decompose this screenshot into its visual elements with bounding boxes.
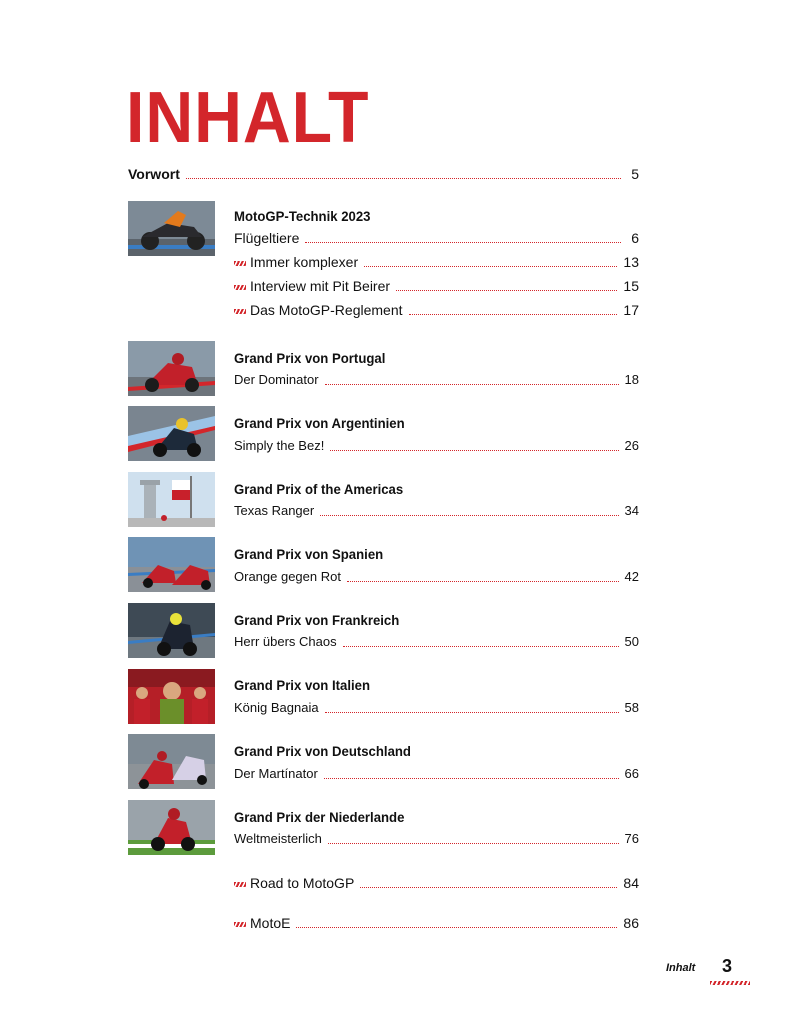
dot-leader — [347, 581, 619, 582]
dot-leader — [396, 290, 617, 291]
red-stripe-marker — [234, 882, 246, 887]
toc-label: Immer komplexer — [250, 254, 359, 270]
dot-leader — [325, 712, 619, 713]
footer-stripe-decoration — [710, 981, 750, 985]
dot-leader — [296, 927, 617, 928]
dot-leader — [343, 646, 619, 647]
toc-label: Das MotoGP-Reglement — [250, 302, 403, 318]
dot-leader — [305, 242, 621, 243]
dot-leader — [360, 887, 617, 888]
dot-leader — [364, 266, 617, 267]
toc-page: 84 — [623, 875, 639, 891]
dot-leader — [330, 450, 618, 451]
toc-page: 6 — [631, 230, 639, 246]
race-heading: Grand Prix von Frankreich — [234, 612, 400, 628]
dot-leader — [328, 843, 619, 844]
red-stripe-marker — [234, 309, 246, 314]
toc-label: Orange gegen Rot — [234, 569, 341, 584]
thumbnail-frankreich — [128, 603, 215, 658]
thumbnail-portugal — [128, 341, 215, 396]
race-heading: Grand Prix von Argentinien — [234, 415, 405, 431]
toc-entry-vorwort[interactable] — [128, 166, 639, 182]
red-stripe-marker — [234, 285, 246, 290]
toc-entry-motoe[interactable] — [234, 915, 639, 931]
toc-label: Vorwort — [128, 166, 180, 182]
toc-entry-technik-sub[interactable] — [234, 278, 639, 294]
toc-page: 34 — [624, 503, 639, 518]
toc-entry-race[interactable] — [234, 634, 639, 650]
toc-page: 15 — [623, 278, 639, 294]
footer-section-label: Inhalt — [666, 962, 696, 974]
race-heading: Grand Prix von Spanien — [234, 546, 384, 562]
thumbnail-technik — [128, 201, 215, 256]
toc-label: König Bagnaia — [234, 700, 319, 715]
section-heading-technik: MotoGP-Technik 2023 — [234, 208, 371, 224]
page-title: INHALT — [126, 78, 370, 158]
race-heading: Grand Prix von Deutschland — [234, 743, 411, 759]
toc-entry-road-to-motogp[interactable] — [234, 875, 639, 891]
dot-leader — [186, 178, 621, 179]
toc-entry-race[interactable] — [234, 372, 639, 388]
toc-page: 18 — [624, 372, 639, 387]
toc-label: Der Dominator — [234, 372, 319, 387]
dot-leader — [325, 384, 619, 385]
toc-entry-technik-sub[interactable] — [234, 302, 639, 318]
thumbnail-spanien — [128, 537, 215, 592]
toc-page: 76 — [624, 831, 639, 846]
toc-label: Interview mit Pit Beirer — [250, 278, 391, 294]
race-heading: Grand Prix der Niederlande — [234, 809, 405, 825]
footer-page-number: 3 — [722, 956, 733, 976]
thumbnail-deutschland — [128, 734, 215, 789]
toc-entry-race[interactable] — [234, 700, 639, 716]
race-heading: Grand Prix of the Americas — [234, 481, 404, 497]
toc-label: Weltmeisterlich — [234, 831, 322, 846]
toc-entry-race[interactable] — [234, 766, 639, 782]
thumbnail-argentinien — [128, 406, 215, 461]
toc-entry-race[interactable] — [234, 569, 639, 585]
toc-label: Flügeltiere — [234, 230, 300, 246]
toc-page: 86 — [623, 915, 639, 931]
toc-label: Herr übers Chaos — [234, 634, 337, 649]
thumbnail-italien — [128, 669, 215, 724]
toc-entry-race[interactable] — [234, 831, 639, 847]
thumbnail-americas — [128, 472, 215, 527]
toc-page: 5 — [631, 166, 639, 182]
toc-page: 66 — [624, 766, 639, 781]
toc-entry-race[interactable] — [234, 438, 639, 454]
toc-label: Road to MotoGP — [250, 875, 355, 891]
race-heading: Grand Prix von Portugal — [234, 350, 386, 366]
toc-label: Simply the Bez! — [234, 438, 325, 453]
toc-label: Der Martínator — [234, 766, 318, 781]
red-stripe-marker — [234, 261, 246, 266]
toc-page: 58 — [624, 700, 639, 715]
toc-page: 26 — [624, 438, 639, 453]
toc-entry-race[interactable] — [234, 503, 639, 519]
thumbnail-niederlande — [128, 800, 215, 855]
race-heading: Grand Prix von Italien — [234, 677, 371, 693]
dot-leader — [324, 778, 619, 779]
toc-page: 13 — [623, 254, 639, 270]
toc-label: MotoE — [250, 915, 291, 931]
red-stripe-marker — [234, 922, 246, 927]
toc-label: Texas Ranger — [234, 503, 315, 518]
dot-leader — [320, 515, 618, 516]
dot-leader — [409, 314, 618, 315]
toc-entry-technik-sub[interactable] — [234, 254, 639, 270]
toc-entry-technik-main[interactable] — [234, 230, 639, 246]
toc-page: 50 — [624, 634, 639, 649]
toc-page: 17 — [623, 302, 639, 318]
toc-page: 42 — [624, 569, 639, 584]
